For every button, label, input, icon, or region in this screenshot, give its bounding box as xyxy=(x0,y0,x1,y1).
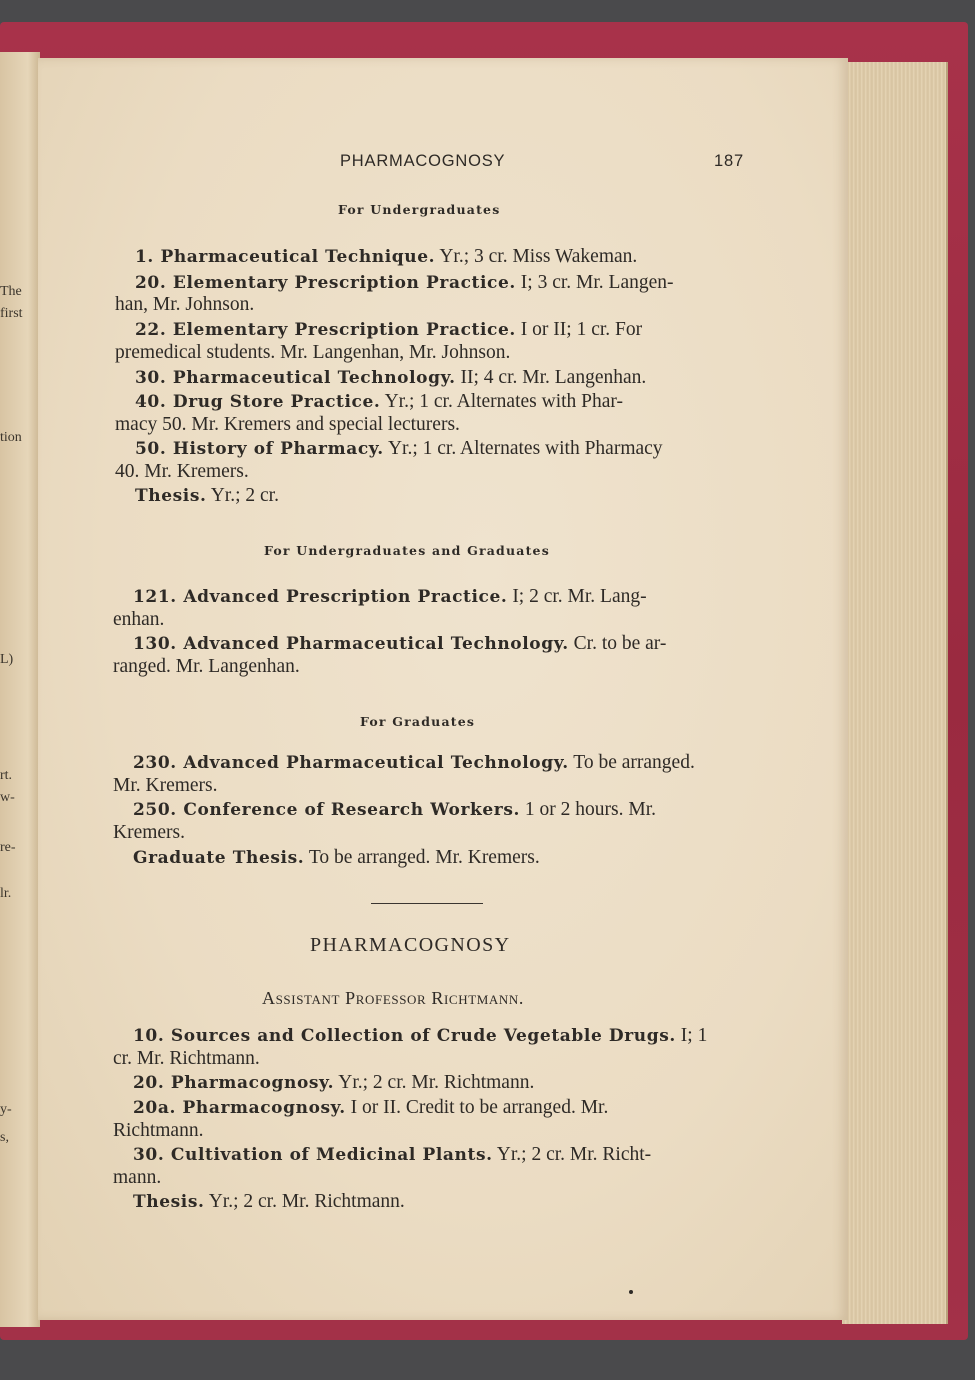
section-heading-undergrad-and-grad: For Undergraduates and Graduates xyxy=(264,543,550,558)
course-details: Yr.; 2 cr. Mr. Richt- xyxy=(492,1144,652,1165)
course-30-cultivation xyxy=(133,1144,651,1166)
course-10 xyxy=(133,1025,707,1047)
course-details: Yr.; 2 cr. Mr. Richtmann. xyxy=(204,1191,405,1212)
course-title: 250. Conference of Research Workers. xyxy=(133,800,521,820)
course-50 xyxy=(135,438,663,460)
course-details: To be arranged. xyxy=(568,752,695,773)
course-details: To be arranged. Mr. Kremers. xyxy=(304,847,540,868)
thesis-pharmacognosy xyxy=(133,1191,405,1213)
course-title: 22. Elementary Prescription Practice. xyxy=(135,320,516,340)
course-title: Thesis. xyxy=(133,1192,205,1212)
course-title: Graduate Thesis. xyxy=(133,848,305,868)
prev-page-fragment: first xyxy=(0,306,23,321)
book-page xyxy=(38,58,848,1320)
course-title: 1. Pharmaceutical Technique. xyxy=(135,247,436,267)
course-details: I; 3 cr. Mr. Langen- xyxy=(515,272,674,293)
course-details: 1 or 2 hours. Mr. xyxy=(520,799,657,820)
course-230 xyxy=(133,752,695,774)
course-250-cont: Kremers. xyxy=(113,822,186,843)
section-heading-graduates: For Graduates xyxy=(360,714,476,729)
course-title: 20. Pharmacognosy. xyxy=(133,1073,335,1093)
course-title: 10. Sources and Collection of Crude Vegetable Drugs. xyxy=(133,1026,676,1046)
course-20 xyxy=(135,272,674,294)
prev-page-fragment: rt. xyxy=(0,768,13,783)
course-20a-cont: Richtmann. xyxy=(113,1120,204,1141)
thesis-undergrad xyxy=(135,485,279,507)
course-details: I; 1 xyxy=(675,1025,708,1046)
course-title: 130. Advanced Pharmaceutical Technology. xyxy=(133,634,569,654)
course-title: 121. Advanced Prescription Practice. xyxy=(133,587,508,607)
course-121 xyxy=(133,586,647,608)
course-40-cont: macy 50. Mr. Kremers and special lecturers. xyxy=(115,414,460,435)
ink-speck xyxy=(629,1290,633,1294)
prev-page-fragment: s, xyxy=(0,1130,9,1145)
department-title: PHARMACOGNOSY xyxy=(310,934,511,956)
course-details: I; 2 cr. Mr. Lang- xyxy=(507,586,647,607)
page-edges xyxy=(842,62,948,1324)
course-50-cont: 40. Mr. Kremers. xyxy=(115,461,249,482)
course-250 xyxy=(133,799,656,821)
course-1 xyxy=(135,246,637,268)
prev-page-fragment: re- xyxy=(0,840,16,855)
course-details: I or II; 1 cr. For xyxy=(515,319,643,340)
course-10-cont: cr. Mr. Richtmann. xyxy=(113,1048,260,1069)
course-details: Cr. to be ar- xyxy=(568,633,667,654)
course-details: Yr.; 1 cr. Alternates with Phar- xyxy=(380,391,624,412)
prev-page-fragment: w- xyxy=(0,790,15,805)
course-130 xyxy=(133,633,666,655)
running-head-title: PHARMACOGNOSY xyxy=(340,152,506,170)
prev-page-fragment: lr. xyxy=(0,886,12,901)
prev-page-fragment: The xyxy=(0,284,22,299)
course-details: Yr.; 1 cr. Alternates with Pharmacy xyxy=(383,438,663,459)
course-230-cont: Mr. Kremers. xyxy=(113,775,218,796)
course-details: Yr.; 2 cr. Mr. Richtmann. xyxy=(334,1072,535,1093)
course-20-pharmacognosy xyxy=(133,1072,534,1094)
course-title: 30. Pharmaceutical Technology. xyxy=(135,368,456,388)
course-title: 40. Drug Store Practice. xyxy=(135,392,381,412)
course-details: II; 4 cr. Mr. Langenhan. xyxy=(455,367,647,388)
course-title: Thesis. xyxy=(135,486,207,506)
course-30-cont: mann. xyxy=(113,1167,162,1188)
section-divider-rule xyxy=(371,903,483,904)
course-title: 20. Elementary Prescription Practice. xyxy=(135,273,516,293)
course-22 xyxy=(135,319,642,341)
course-40 xyxy=(135,391,623,413)
previous-page-edge xyxy=(0,52,40,1327)
course-22-cont: premedical students. Mr. Langenhan, Mr. Johnson. xyxy=(115,342,511,363)
section-heading-undergraduates: For Undergraduates xyxy=(338,202,501,217)
graduate-thesis xyxy=(133,847,540,869)
course-title: 20a. Pharmacognosy. xyxy=(133,1098,346,1118)
course-130-cont: ranged. Mr. Langenhan. xyxy=(113,656,300,677)
prev-page-fragment: tion xyxy=(0,430,22,445)
course-title: 230. Advanced Pharmaceutical Technology. xyxy=(133,753,569,773)
course-title: 30. Cultivation of Medicinal Plants. xyxy=(133,1145,493,1165)
prev-page-fragment: y- xyxy=(0,1102,12,1117)
course-20-cont: han, Mr. Johnson. xyxy=(115,294,255,315)
course-20a xyxy=(133,1097,608,1119)
course-details: Yr.; 2 cr. xyxy=(206,485,279,506)
department-staff: Assistant Professor Richtmann. xyxy=(262,988,524,1008)
course-details: I or II. Credit to be arranged. Mr. xyxy=(345,1097,609,1118)
course-121-cont: enhan. xyxy=(113,609,165,630)
course-30 xyxy=(135,367,646,389)
prev-page-fragment: L) xyxy=(0,652,14,667)
page-number: 187 xyxy=(714,152,744,170)
course-title: 50. History of Pharmacy. xyxy=(135,439,384,459)
course-details: Yr.; 3 cr. Miss Wakeman. xyxy=(435,246,638,267)
